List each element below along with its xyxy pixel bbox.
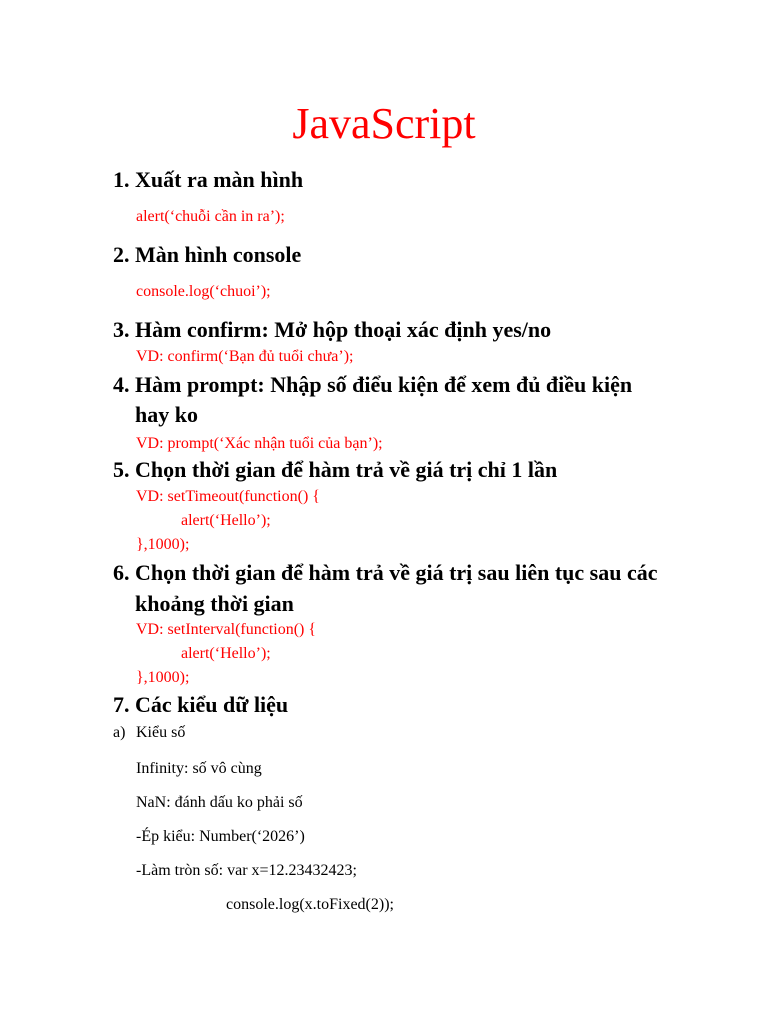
section-heading-4 xyxy=(113,370,673,400)
section-number: 4. xyxy=(113,372,130,397)
section-number: 5. xyxy=(113,457,130,482)
section-heading-1 xyxy=(113,165,673,195)
document-title: JavaScript xyxy=(292,99,476,148)
body-line: console.log(x.toFixed(2)); xyxy=(226,896,394,913)
section-heading-text: Xuất ra màn hình xyxy=(135,167,304,192)
section-heading-3 xyxy=(113,315,673,345)
code-line: VD: prompt(‘Xác nhận tuổi của bạn’); xyxy=(136,435,383,452)
section-heading-6 xyxy=(113,558,673,588)
section-heading-text: Hàm confirm: Mở hộp thoại xác định yes/no xyxy=(135,317,552,342)
code-line: },1000); xyxy=(136,536,190,553)
section-heading-text: Màn hình console xyxy=(135,242,302,267)
code-line: VD: setTimeout(function() { xyxy=(136,488,320,505)
section-number: 7. xyxy=(113,692,130,717)
section-number: 1. xyxy=(113,167,130,192)
section-heading-2 xyxy=(113,240,673,270)
section-heading-6-continued: khoảng thời gian xyxy=(135,591,294,616)
section-heading-5 xyxy=(113,455,673,485)
section-heading-text: Hàm prompt: Nhập số điểu kiện để xem đủ điều kiện xyxy=(135,372,633,397)
section-heading-text: Chọn thời gian để hàm trả về giá trị chỉ 1 lần xyxy=(135,457,558,482)
section-number: 6. xyxy=(113,560,130,585)
section-heading-4-continued: hay ko xyxy=(135,402,198,427)
body-line: Infinity: số vô cùng xyxy=(136,760,262,777)
section-heading-7 xyxy=(113,690,673,720)
body-line: -Làm tròn số: var x=12.23432423; xyxy=(136,862,357,879)
code-line: console.log(‘chuoi’); xyxy=(136,283,271,300)
body-line: -Ép kiểu: Number(‘2026’) xyxy=(136,828,305,845)
code-line: VD: confirm(‘Bạn đủ tuổi chưa’); xyxy=(136,348,354,365)
subsection-label: Kiểu số xyxy=(136,724,186,741)
code-line: alert(‘chuỗi cần in ra’); xyxy=(136,208,285,225)
code-line: VD: setInterval(function() { xyxy=(136,621,317,638)
section-number: 2. xyxy=(113,242,130,267)
section-heading-text: Chọn thời gian để hàm trả về giá trị sau liên tục sau các xyxy=(135,560,658,585)
code-line: },1000); xyxy=(136,669,190,686)
section-number: 3. xyxy=(113,317,130,342)
body-line: NaN: đánh dấu ko phải số xyxy=(136,794,303,811)
code-line: alert(‘Hello’); xyxy=(181,645,271,662)
code-line: alert(‘Hello’); xyxy=(181,512,271,529)
list-marker: a) xyxy=(113,724,126,741)
section-heading-text: Các kiểu dữ liệu xyxy=(135,692,289,717)
